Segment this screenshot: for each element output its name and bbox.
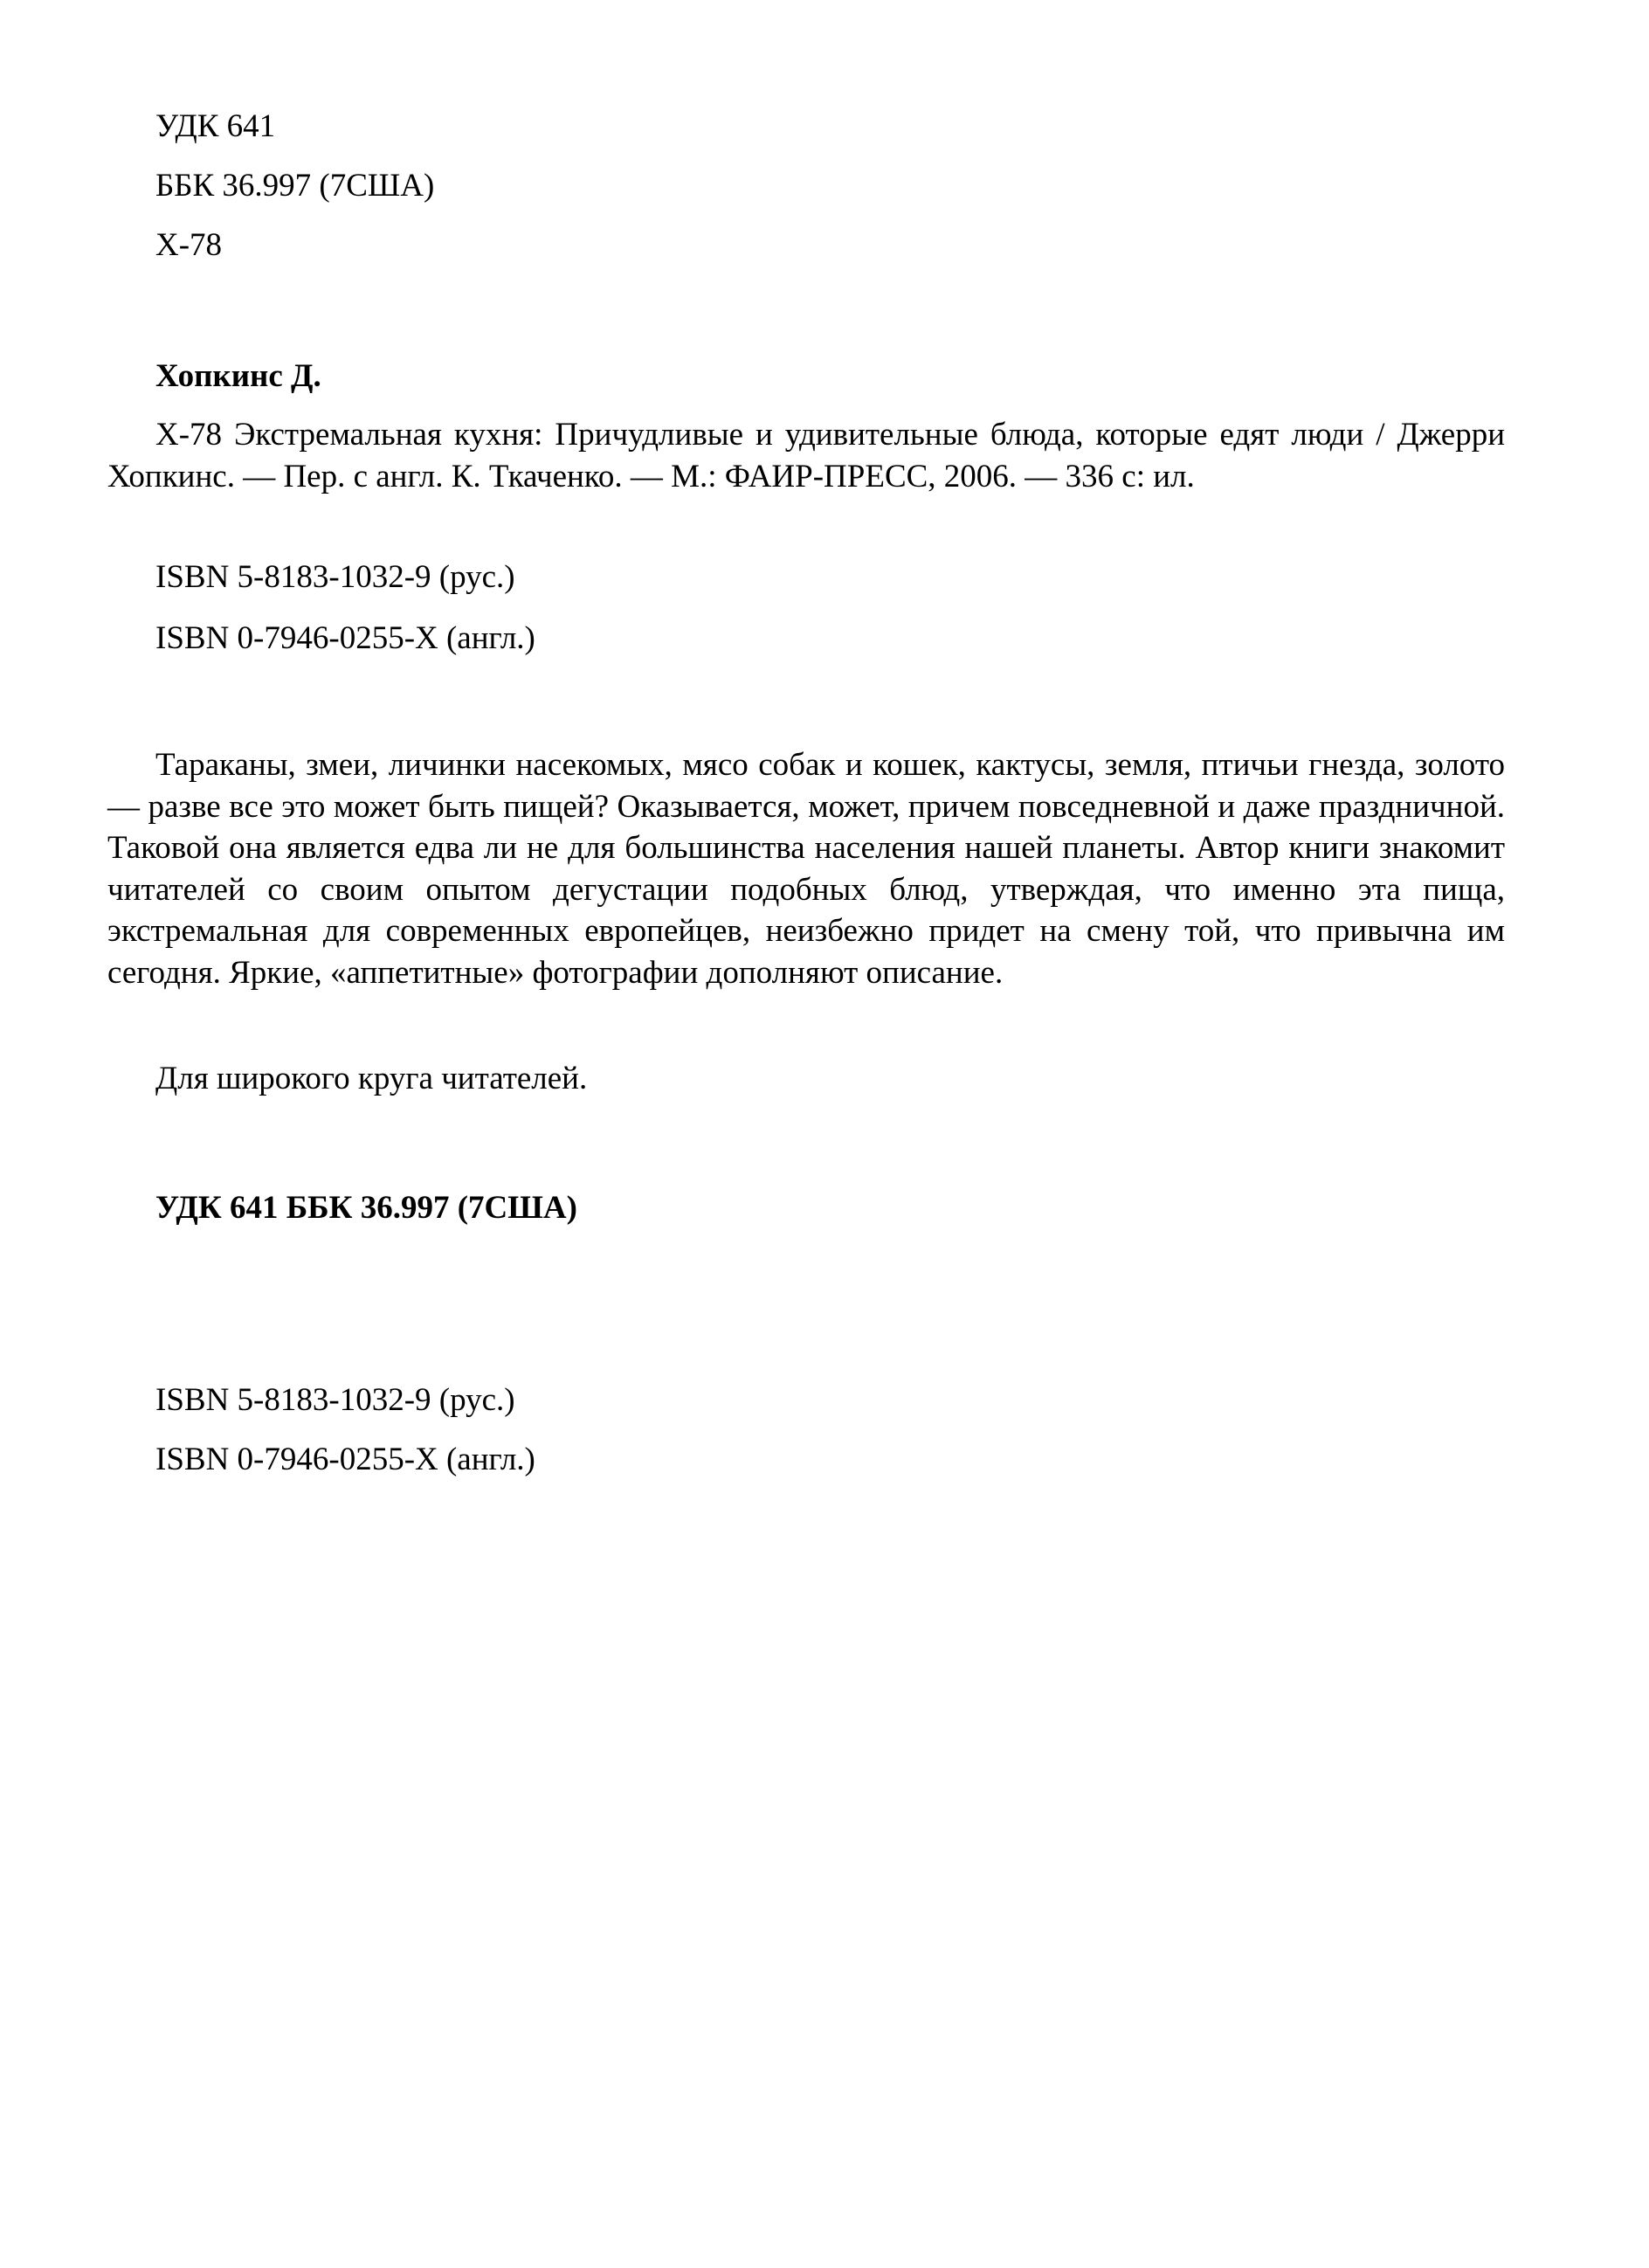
isbn-russian-footer: ISBN 5-8183-1032-9 (рус.) [155, 1382, 515, 1418]
isbn-english: ISBN 0-7946-0255-X (англ.) [155, 620, 535, 656]
author-name: Хопкинс Д. [155, 358, 321, 394]
isbn-english-footer: ISBN 0-7946-0255-X (англ.) [155, 1442, 535, 1477]
annotation-text: Тараканы, змеи, личинки насекомых, мясо собак и кошек, кактусы, земля, птичьи гнезда, золото — разве все это может быть пищей? Оказывается, может, причем повседневной и даже праздничной. Таковой она является едва ли не для большинства населения нашей планеты. Автор книги знакомит читателей со своим опытом дегустации подобных блюд, утверждая, что именно эта пища, экстремальная для современных европейцев, неизбежно придет на смену той, что привычна им сегодня. Яркие, «аппетитные» фотографии дополняют описание. [107, 747, 1505, 991]
isbn-russian: ISBN 5-8183-1032-9 (рус.) [155, 559, 515, 595]
classification-footer: УДК 641 ББК 36.997 (7США) [155, 1190, 577, 1226]
bbk-code: ББК 36.997 (7США) [155, 168, 435, 204]
author-mark: Х-78 [155, 227, 223, 263]
udk-code: УДК 641 [155, 108, 276, 144]
bibliographic-description: Х-78 Экстремальная кухня: Причудливые и удивительные блюда, которые едят люди / Джерри Хопкинс. — Пер. с англ. К. Ткаченко. — М.: ФАИР-ПРЕСС, 2006. — 336 с: ил. [107, 417, 1505, 494]
audience-note: Для широкого круга читателей. [155, 1061, 588, 1096]
